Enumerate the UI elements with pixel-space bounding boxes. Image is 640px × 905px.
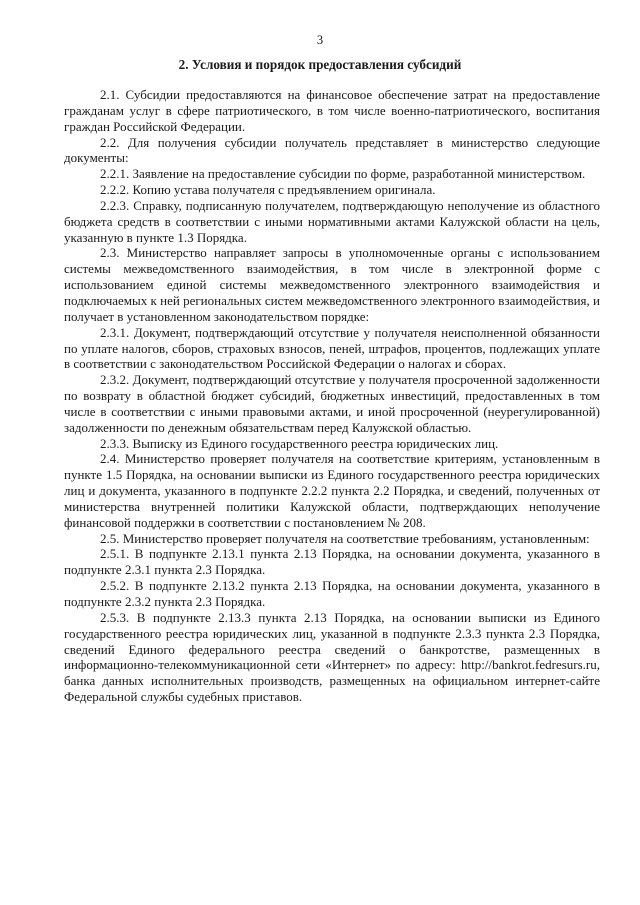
paragraph-2-1: 2.1. Субсидии предоставляются на финансовое обеспечение затрат на предоставление гражданам услуг в сфере патриотического, в том числе военно-патриотического, воспитания граждан Российской Федерации.	[64, 87, 600, 134]
paragraph-2-2-2: 2.2.2. Копию устава получателя с предъявлением оригинала.	[100, 182, 436, 198]
document-body	[64, 87, 600, 705]
section-heading: 2. Условия и порядок предоставления субсидий	[178, 57, 462, 72]
paragraph-2-5-2: 2.5.2. В подпункте 2.13.2 пункта 2.13 Порядка, на основании документа, указанного в подпункте 2.3.2 пункта 2.3 Порядка.	[64, 578, 600, 609]
paragraph-2-3: 2.3. Министерство направляет запросы в уполномоченные органы с использованием системы межведомственного взаимодействия, в том числе в электронной форме с использованием единой системы межведомственного электронного взаимодействия и подключаемых к ней региональных систем межведомственного электронного взаимодействия, и получает в установленном законодательством порядке:	[64, 245, 600, 324]
paragraph-2-4: 2.4. Министерство проверяет получателя на соответствие критериям, установленным в пункте 1.5 Порядка, на основании выписки из Единого государственного реестра юридических лиц и документа, указанного в подпункте 2.2.2 пункта 2.2 Порядка, и сведений, полученных от министерства внутренней политики Калужской области, подтверждающих неполучение финансовой поддержки в соответствии с постановлением № 208.	[64, 451, 600, 530]
paragraph-2-2: 2.2. Для получения субсидии получатель представляет в министерство следующие документы:	[64, 134, 600, 166]
paragraph-2-3-1: 2.3.1. Документ, подтверждающий отсутствие у получателя неисполненной обязанности по уплате налогов, сборов, страховых взносов, пеней, штрафов, процентов, подлежащих уплате в соответствии с законодательством Российской Федерации о налогах и сборах.	[64, 324, 600, 372]
paragraph-2-5: 2.5. Министерство проверяет получателя на соответствие требованиям, установленным:	[100, 530, 590, 546]
paragraph-2-5-1: 2.5.1. В подпункте 2.13.1 пункта 2.13 Порядка, на основании документа, указанного в подпункте 2.3.1 пункта 2.3 Порядка.	[64, 546, 600, 578]
page-number: 3	[316, 33, 324, 47]
paragraph-2-3-3: 2.3.3. Выписку из Единого государственного реестра юридических лиц.	[100, 435, 499, 451]
paragraph-2-5-3: 2.5.3. В подпункте 2.13.3 пункта 2.13 Порядка, на основании выписки из Единого государственного реестра юридических лиц, указанной в подпункте 2.3.3 пункта 2.3 Порядка, сведений Единого федерального реестра сведений о банкротстве, размещенных в информационно-телекоммуникационной сети «Интернет» по адресу: http://bankrot.fedresurs.ru, банка данных исполнительных производств, размещенных на официальном интернет-сайте Федеральной службы судебных приставов.	[64, 609, 600, 705]
paragraph-2-2-1: 2.2.1. Заявление на предоставление субсидии по форме, разработанной министерством.	[100, 166, 586, 182]
paragraph-2-2-3: 2.2.3. Справку, подписанную получателем, подтверждающую неполучение из областного бюджета средств в соответствии с иными нормативными актами Калужской области на цель, указанную в пункте 1.3 Порядка.	[64, 197, 600, 245]
paragraph-2-3-2: 2.3.2. Документ, подтверждающий отсутствие у получателя просроченной задолженности по возврату в областной бюджет субсидий, бюджетных инвестиций, предоставленных в том числе в соответствии с иными правовыми актами, и иной просроченной (неурегулированной) задолженности по денежным обязательствам перед Калужской областью.	[64, 372, 600, 435]
